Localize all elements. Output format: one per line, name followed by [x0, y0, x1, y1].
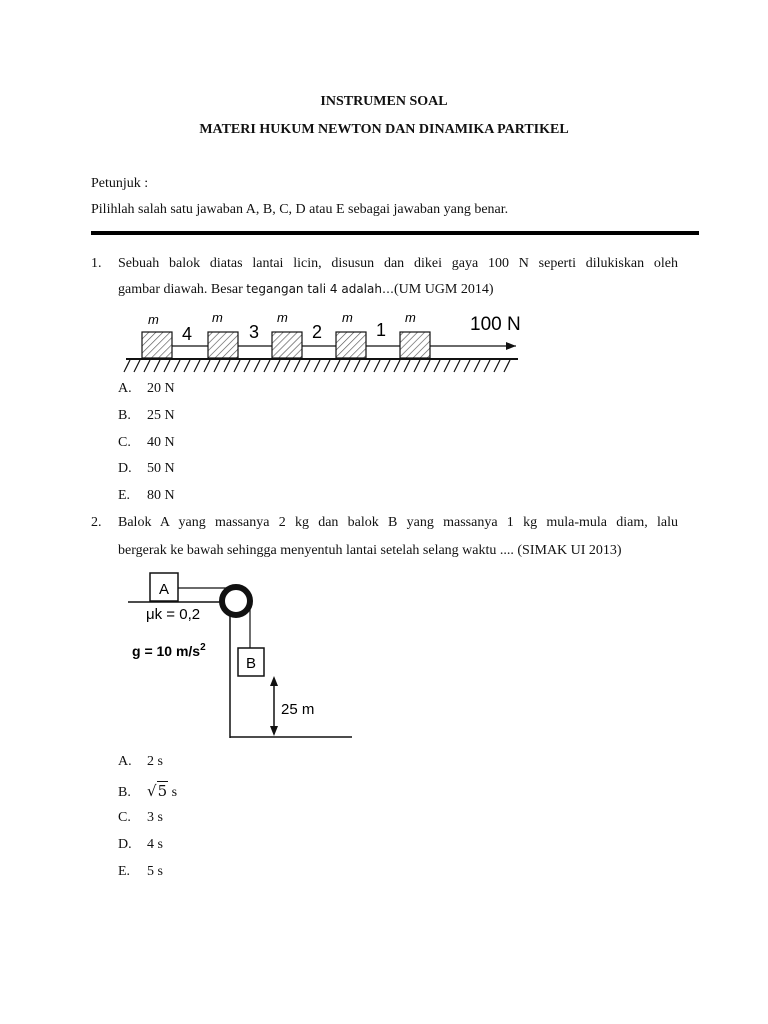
height-label: 25 m [281, 701, 315, 718]
mass-label: m [212, 310, 223, 325]
q1-option-d: D. 50 N [118, 461, 175, 476]
question-2-line-2: bergerak ke bawah sehingga menyentuh lantai setelah selang waktu .... (SIMAK UI 2013) [118, 543, 622, 558]
block-2 [336, 332, 366, 358]
rope-label-2: 2 [312, 322, 323, 342]
q1-option-b: B. 25 N [118, 408, 175, 423]
figure-pulley-system [126, 570, 358, 742]
question-1-number: 1. [91, 256, 102, 271]
divider-rule [91, 231, 699, 235]
square-root: √5 [147, 782, 168, 800]
question-1-line-1: Sebuah balok diatas lantai licin, disusun dan dikei gaya 100 N seperti dilukiskan oleh [118, 256, 678, 271]
question-1-line-2c: (UM UGM 2014) [393, 282, 494, 297]
q2-option-c: C. 3 s [118, 810, 163, 825]
instructions-label: Petunjuk : [91, 176, 149, 191]
block-4 [208, 332, 238, 358]
force-arrowhead [506, 342, 516, 350]
q2-option-d: D. 4 s [118, 837, 163, 852]
mass-label: m [342, 310, 353, 325]
document-title: INSTRUMEN SOAL [320, 94, 448, 109]
block-b-label: B [246, 655, 257, 672]
block-a-label: A [159, 581, 170, 598]
figure-blocks-on-floor [118, 306, 528, 378]
height-arrowhead-up [270, 676, 278, 686]
rope-label-4: 4 [182, 324, 193, 344]
q1-option-a: A. 20 N [118, 381, 175, 396]
block-1 [400, 332, 430, 358]
gravity-label: g = 10 $m/s^2$ [132, 642, 206, 659]
question-1-line-2 [118, 282, 494, 298]
document-subtitle: MATERI HUKUM NEWTON DAN DINAMIKA PARTIKEL [199, 122, 569, 137]
q1-option-e: E. 80 N [118, 488, 175, 503]
question-1-line-2a: gambar diawah. Besar [118, 282, 247, 297]
friction-label: μk = 0,2 [146, 606, 201, 623]
question-2-number: 2. [91, 515, 102, 530]
question-2-line-1: Balok A yang massanya 2 kg dan balok B yang massanya 1 kg mula-mula diam, lalu [118, 515, 678, 530]
mass-label: m [277, 310, 288, 325]
instructions-text: Pilihlah salah satu jawaban A, B, C, D atau E sebagai jawaban yang benar. [91, 202, 509, 217]
block-3 [272, 332, 302, 358]
block-5 [142, 332, 172, 358]
q2-option-b: B. √5 s [118, 782, 178, 800]
rope-label-1: 1 [376, 320, 387, 340]
force-label: 100 N [470, 314, 521, 335]
pulley [222, 587, 250, 615]
rope-label-3: 3 [249, 322, 260, 342]
q2-option-e: E. 5 s [118, 864, 163, 879]
height-arrowhead-down [270, 726, 278, 736]
mass-label: m [405, 310, 416, 325]
question-1-line-2b: tegangan tali 4 adalah… [246, 282, 394, 296]
q2-option-a: A. 2 s [118, 754, 163, 769]
q1-option-c: C. 40 N [118, 435, 175, 450]
floor-hatching [124, 360, 510, 372]
mass-label: m [148, 312, 159, 327]
